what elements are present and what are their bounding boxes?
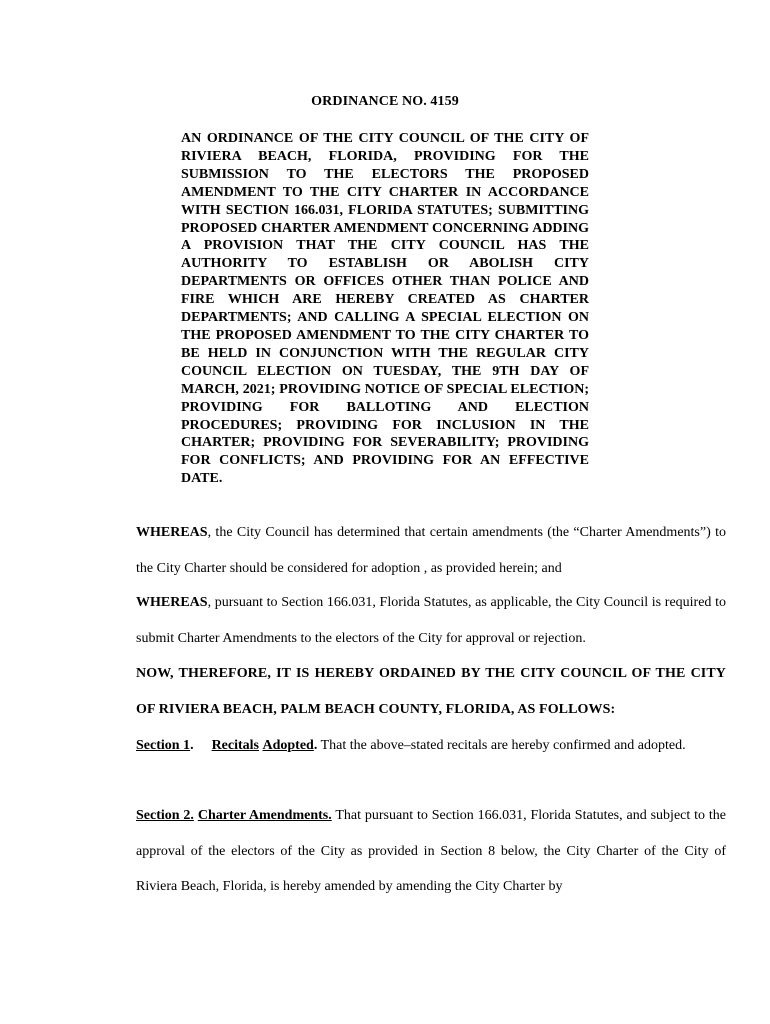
section-1-heading-suffix: . <box>313 738 318 753</box>
ordinance-title: ORDINANCE NO. 4159 <box>311 94 459 109</box>
whereas-text: , the City Council has determined that certain amendments (the “Charter Amendments”) to the City Charter should be considered for adoption , as provided herein; and <box>136 525 726 576</box>
section-1-paragraph <box>90 728 726 764</box>
whereas-keyword: WHEREAS <box>136 595 208 610</box>
section-2-heading: Charter Amendments. <box>197 808 332 823</box>
section-2-number: Section 2. <box>136 808 194 823</box>
section-2-text: That pursuant to Section 166.031, Florida Statutes, and subject to the approval of the electors of the City as provided in Section 8 below, the City Charter of the City of Riviera Beach, Florida, is hereby amended by amending the City Charter by <box>136 808 727 894</box>
section-1-number-suffix: . <box>190 738 194 753</box>
section-1-text: That the above–stated recitals are hereby confirmed and adopted. <box>320 738 686 753</box>
section-1-heading-part2: Adopted <box>262 738 314 753</box>
ordaining-clause: NOW, THEREFORE, IT IS HEREBY ORDAINED BY THE CITY COUNCIL OF THE CITY OF RIVIERA BEACH, PALM BEACH COUNTY, FLORIDA, AS FOLLOWS: <box>136 666 726 717</box>
whereas-paragraph-2 <box>90 585 726 656</box>
section-1-number: Section 1 <box>136 738 191 753</box>
whereas-keyword: WHEREAS <box>136 525 208 540</box>
section-2-paragraph <box>90 798 726 905</box>
ordinance-caption: AN ORDINANCE OF THE CITY COUNCIL OF THE CITY OF RIVIERA BEACH, FLORIDA, PROVIDING FOR THE SUBMISSION TO THE ELECTORS THE PROPOSED AMENDMENT TO THE CITY CHARTER IN ACCORDANCE WITH SECTION 166.031, FLORIDA STATUTES; SUBMITTING PROPOSED CHARTER AMENDMENT CONCERNING ADDING A PROVISION THAT THE CITY COUNCIL HAS THE AUTHORITY TO ESTABLISH OR ABOLISH CITY DEPARTMENTS OR OFFICES OTHER THAN POLICE AND FIRE WHICH ARE HEREBY CREATED AS CHARTER DEPARTMENTS; AND CALLING A SPECIAL ELECTION ON THE PROPOSED AMENDMENT TO THE CITY CHARTER TO BE HELD IN CONJUNCTION WITH THE REGULAR CITY COUNCIL ELECTION ON TUESDAY, THE 9TH DAY OF MARCH, 2021; PROVIDING NOTICE OF SPECIAL ELECTION; PROVIDING FOR BALLOTING AND ELECTION PROCEDURES; PROVIDING FOR INCLUSION IN THE CHARTER; PROVIDING FOR SEVERABILITY; PROVIDING FOR CONFLICTS; AND PROVIDING FOR AN EFFECTIVE DATE. <box>181 131 589 487</box>
whereas-text: , pursuant to Section 166.031, Florida Statutes, as applicable, the City Council is required to submit Charter Amendments to the electors of the City for approval or rejection. <box>136 595 726 646</box>
section-1-heading-part1: Recitals <box>211 738 259 753</box>
whereas-paragraph-1 <box>90 515 726 586</box>
